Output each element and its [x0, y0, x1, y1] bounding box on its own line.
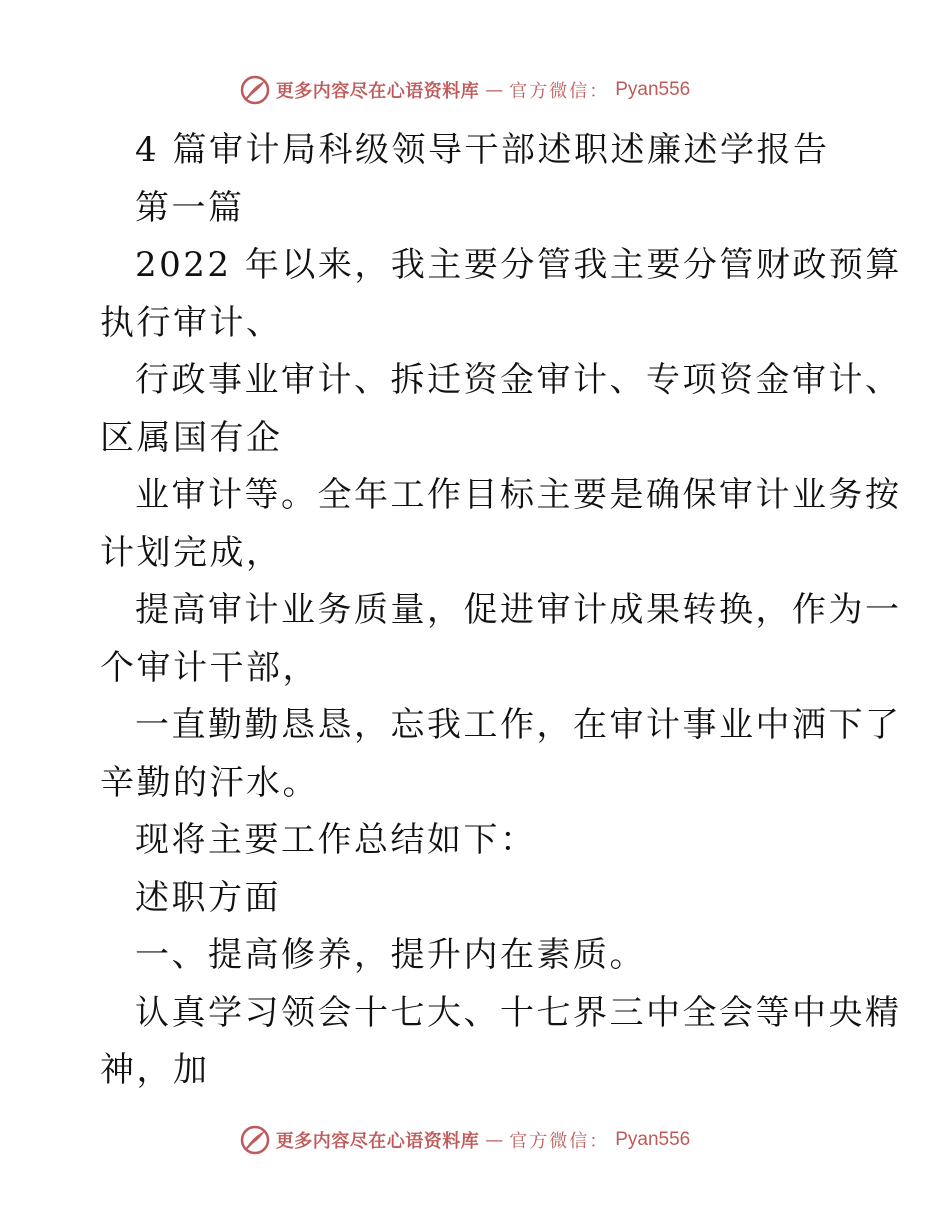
header-dash: —	[485, 79, 504, 101]
paragraph-line: 计划完成，	[100, 532, 283, 573]
document-body	[100, 122, 902, 1100]
footer-banner	[0, 1120, 950, 1160]
document-title: 4 篇审计局科级领导干部述职述廉述学报告	[135, 130, 830, 170]
header-banner-inner	[240, 75, 691, 105]
paragraph-line: 业审计等。全年工作目标主要是确保审计业务按	[135, 475, 902, 515]
quill-logo-icon	[240, 75, 270, 105]
paragraph-line: 区属国有企	[100, 417, 283, 458]
footer-promo-text: 更多内容尽在心语资料库	[275, 1131, 480, 1152]
paragraph-line: 现将主要工作总结如下：	[135, 820, 537, 860]
paragraph-line: 辛勤的汗水。	[100, 762, 319, 803]
paragraph-line: 提高审计业务质量，促进审计成果转换，作为一	[135, 590, 902, 630]
section-heading: 第一篇	[135, 187, 245, 228]
header-wechat-id: Pyan556	[615, 79, 691, 100]
paragraph-line: 2022 年以来，我主要分管我主要分管财政预算	[135, 245, 902, 285]
subsection-heading: 一、提高修养，提升内在素质。	[135, 935, 646, 975]
quill-logo-icon	[240, 1125, 270, 1155]
footer-dash: —	[485, 1129, 504, 1151]
header-banner	[0, 70, 950, 110]
section-heading: 述职方面	[135, 877, 281, 918]
paragraph-line: 神，加	[100, 1050, 210, 1090]
paragraph-line: 个审计干部，	[100, 647, 319, 688]
header-promo-text: 更多内容尽在心语资料库	[275, 81, 480, 102]
paragraph-line: 一直勤勤恳恳，忘我工作，在审计事业中洒下了	[135, 705, 902, 745]
footer-wechat-label: 官方微信：	[509, 1131, 610, 1152]
paragraph-line: 执行审计、	[100, 302, 283, 343]
header-wechat-label: 官方微信：	[509, 81, 610, 102]
paragraph-line: 认真学习领会十七大、十七界三中全会等中央精	[135, 992, 902, 1033]
footer-banner-inner	[240, 1125, 691, 1155]
paragraph-line: 行政事业审计、拆迁资金审计、专项资金审计、	[135, 360, 902, 400]
footer-wechat-id: Pyan556	[615, 1129, 691, 1150]
